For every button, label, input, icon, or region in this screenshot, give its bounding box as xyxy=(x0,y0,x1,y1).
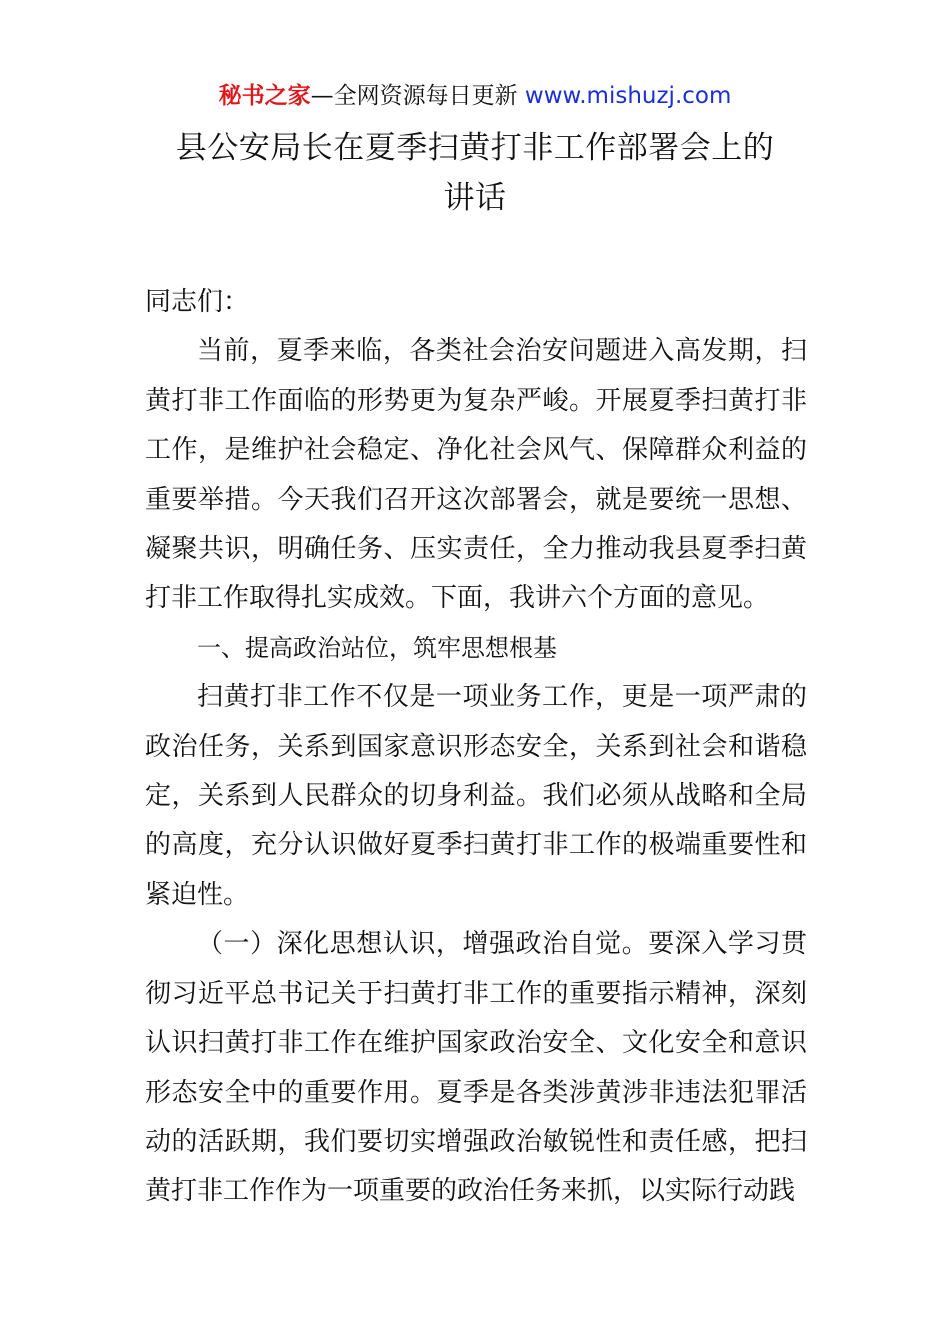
site-brand: 秘书之家 xyxy=(218,83,311,109)
section-heading: 一、提高政治站位，筑牢思想根基 xyxy=(197,633,557,662)
document-title-line-1: 县公安局长在夏季扫黄打非工作部署会上的 xyxy=(175,130,775,166)
document-title-line-2: 讲话 xyxy=(443,180,507,216)
document-body xyxy=(145,278,807,1217)
site-tagline: —全网资源每日更新 xyxy=(310,83,518,109)
section-paragraph: 扫黄打非工作不仅是一项业务工作，更是一项严肃的政治任务，关系到国家意识形态安全，关系到社会和谐稳定，关系到人民群众的切身利益。我们必须从战略和全局的高度，充分认识做好夏季扫黄打非工作的极端重要性和紧迫性。 xyxy=(145,682,807,910)
subsection-paragraph: （一）深化思想认识，增强政治自觉。要深入学习贯彻习近平总书记关于扫黄打非工作的重要指示精神，深刻认识扫黄打非工作在维护国家政治安全、文化安全和意识形态安全中的重要作用。夏季是各类涉黄涉非违法犯罪活动的活跃期，我们要切实增强政治敏锐性和责任感，把扫黄打非工作作为一项重要的政治任务来抓，以实际行动践 xyxy=(145,929,807,1207)
intro-paragraph: 当前，夏季来临，各类社会治安问题进入高发期，扫黄打非工作面临的形势更为复杂严峻。开展夏季扫黄打非工作，是维护社会稳定、净化社会风气、保障群众利益的重要举措。今天我们召开这次部署会，就是要统一思想、凝聚共识，明确任务、压实责任，全力推动我县夏季扫黄打非工作取得扎实成效。下面，我讲六个方面的意见。 xyxy=(145,336,807,614)
site-header xyxy=(0,80,950,112)
site-url-link[interactable]: www.mishuzj.com xyxy=(524,83,732,109)
salutation: 同志们： xyxy=(145,287,250,317)
